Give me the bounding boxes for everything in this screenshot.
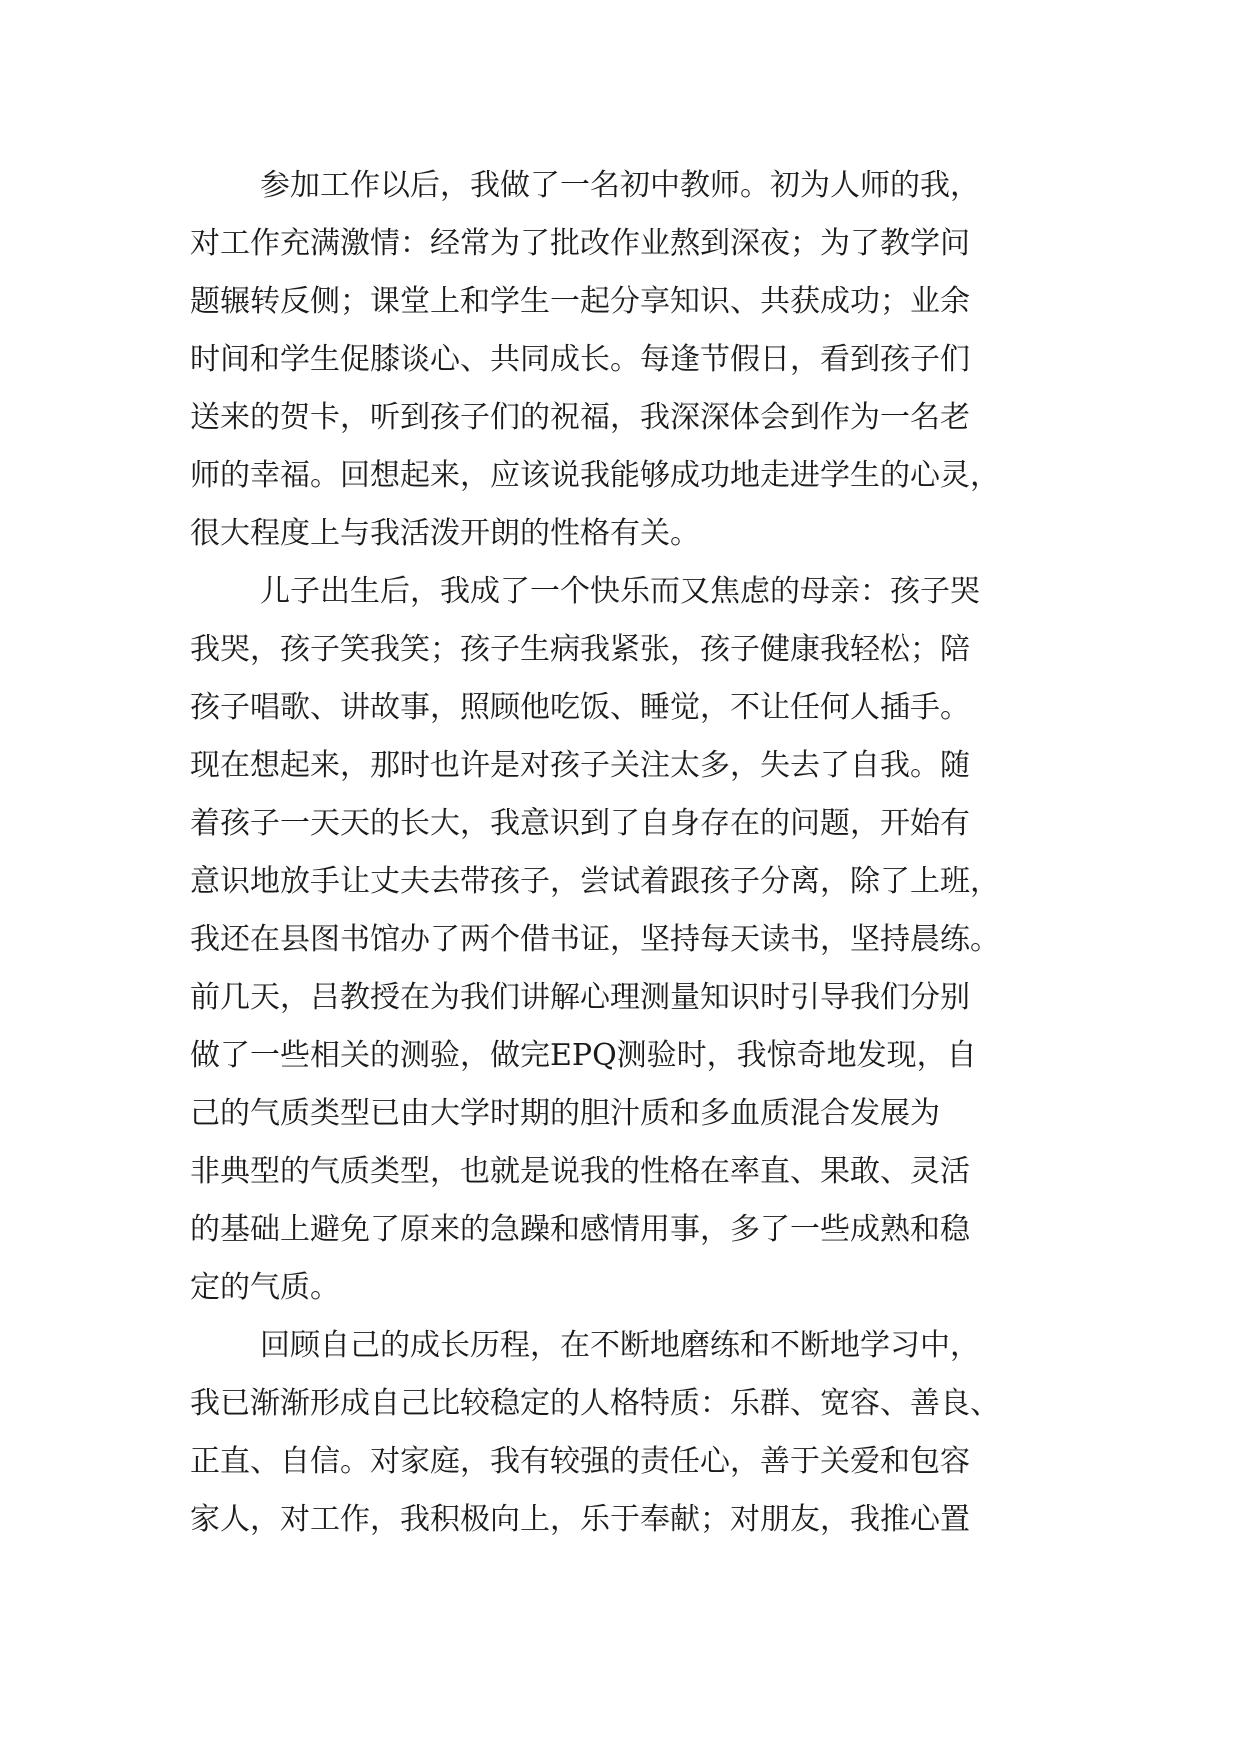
paragraph-3-line-1: 回顾自己的成长历程，在不断地磨练和不断地学习中， xyxy=(260,1328,980,1363)
paragraph-2-line-13: 定的气质。 xyxy=(190,1270,340,1305)
paragraph-2-line-6: 意识地放手让丈夫去带孩子，尝试着跟孩子分离，除了上班， xyxy=(190,864,1000,899)
paragraph-2-line-10: 己的气质类型已由大学时期的胆汁质和多血质混合发展为 xyxy=(190,1096,940,1131)
paragraph-1-line-6: 师的幸福。回想起来，应该说我能够成功地走进学生的心灵， xyxy=(190,458,1000,493)
paragraph-3-line-2: 我已渐渐形成自己比较稳定的人格特质：乐群、宽容、善良、 xyxy=(190,1386,1000,1421)
paragraph-2-line-12: 的基础上避免了原来的急躁和感情用事，多了一些成熟和稳 xyxy=(190,1212,970,1247)
paragraph-2-line-7: 我还在县图书馆办了两个借书证，坚持每天读书，坚持晨练。 xyxy=(190,922,1000,957)
paragraph-2-line-4: 现在想起来，那时也许是对孩子关注太多，失去了自我。随 xyxy=(190,748,970,783)
paragraph-1-line-3: 题辗转反侧；课堂上和学生一起分享知识、共获成功；业余 xyxy=(190,284,970,319)
paragraph-2-line-9: 做了一些相关的测验，做完EPQ测验时，我惊奇地发现，自 xyxy=(190,1038,977,1073)
paragraph-2-line-2: 我哭，孩子笑我笑；孩子生病我紧张，孩子健康我轻松；陪 xyxy=(190,632,970,667)
paragraph-1-line-5: 送来的贺卡，听到孩子们的祝福，我深深体会到作为一名老 xyxy=(190,400,970,435)
paragraph-2-line-5: 着孩子一天天的长大，我意识到了自身存在的问题，开始有 xyxy=(190,806,970,841)
paragraph-2-line-1: 儿子出生后，我成了一个快乐而又焦虑的母亲：孩子哭 xyxy=(260,574,980,609)
paragraph-1-line-4: 时间和学生促膝谈心、共同成长。每逢节假日，看到孩子们 xyxy=(190,342,970,377)
paragraph-1-line-7: 很大程度上与我活泼开朗的性格有关。 xyxy=(190,516,700,551)
paragraph-2-line-11: 非典型的气质类型，也就是说我的性格在率直、果敢、灵活 xyxy=(190,1154,970,1189)
paragraph-3-line-4: 家人，对工作，我积极向上，乐于奉献；对朋友，我推心置 xyxy=(190,1502,970,1537)
paragraph-2-line-8: 前几天，吕教授在为我们讲解心理测量知识时引导我们分别 xyxy=(190,980,970,1015)
paragraph-2-line-3: 孩子唱歌、讲故事，照顾他吃饭、睡觉，不让任何人插手。 xyxy=(190,690,970,725)
paragraph-1-line-2: 对工作充满激情：经常为了批改作业熬到深夜；为了教学问 xyxy=(190,226,970,261)
paragraph-1-line-1: 参加工作以后，我做了一名初中教师。初为人师的我， xyxy=(260,168,980,203)
paragraph-3-line-3: 正直、自信。对家庭，我有较强的责任心，善于关爱和包容 xyxy=(190,1444,970,1479)
